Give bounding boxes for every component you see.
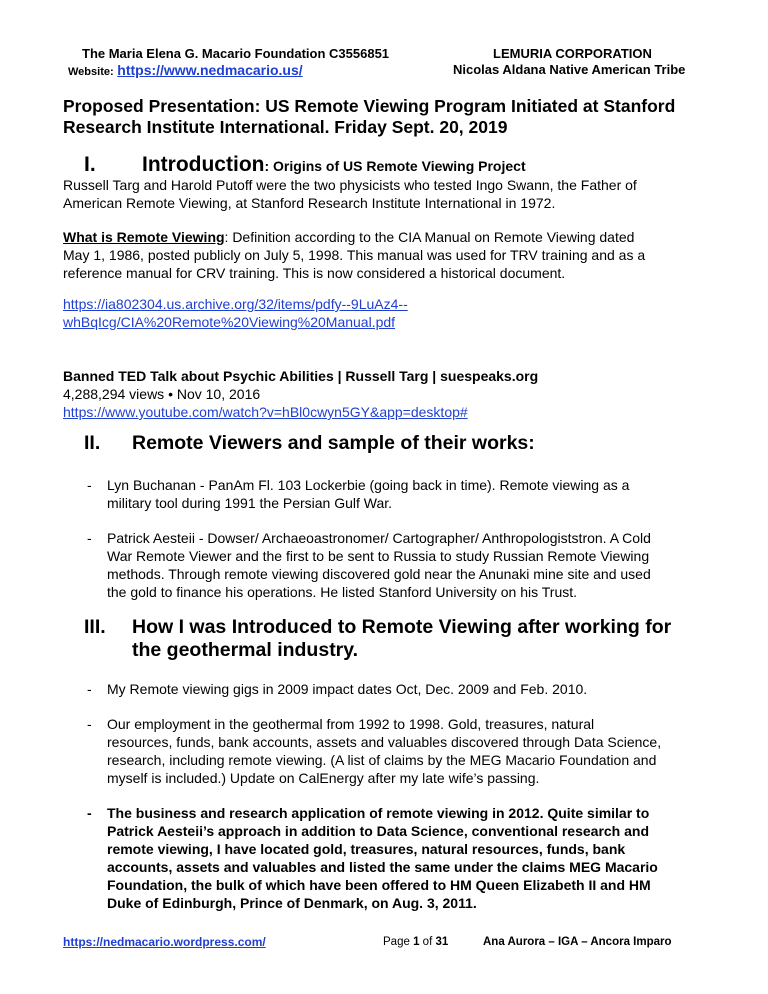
section-3-line-2: the geothermal industry. [132, 639, 359, 661]
what-is-line-3: reference manual for CRV training. This is now considered a historical document. [63, 265, 566, 281]
intro-paragraph [63, 176, 713, 212]
section-3-list [63, 680, 713, 912]
list-item-line: remote viewing, I have located gold, treasures, natural resources, funds, bank [107, 841, 626, 857]
list-item [63, 680, 713, 698]
what-is-label: What is Remote Viewing [63, 229, 225, 245]
website-label: Website: [68, 66, 114, 78]
title-line-1: Proposed Presentation: US Remote Viewing Program Initiated at Stanford [63, 96, 676, 116]
footer-right: Ana Aurora – IGA – Ancora Imparo [483, 936, 672, 948]
list-item-line: Patrick Aesteii - Dowser/ Archaeoastronomer/ Cartographer/ Anthropologiststron. A Cold [107, 530, 651, 546]
bullet-dash: - [87, 805, 92, 821]
cia-manual-link[interactable] [63, 295, 713, 331]
list-item-line: War Remote Viewer and the first to be sent to Russia to study Russian Remote Viewing [107, 548, 650, 564]
list-item-line: methods. Through remote viewing discovered gold near the Anunaki mine site and used [107, 566, 651, 582]
bullet-dash: - [87, 477, 92, 493]
list-item [63, 804, 713, 912]
section-1-number: I. [84, 153, 96, 176]
list-item [63, 529, 713, 601]
list-item-line: Duke of Edinburgh, Prince of Denmark, on Aug. 3, 2011. [107, 895, 477, 911]
footer [63, 934, 723, 950]
list-item-line: Foundation, the bulk of which have been offered to HM Queen Elizabeth II and HM [107, 877, 651, 893]
page-title [63, 96, 743, 138]
what-is-text: : Definition according to the CIA Manual on Remote Viewing dated [224, 229, 635, 245]
list-item-line: Lyn Buchanan - PanAm Fl. 103 Lockerbie (going back in time). Remote viewing as a [107, 477, 630, 493]
section-2-title: Remote Viewers and sample of their works: [132, 432, 535, 454]
intro-line-2: American Remote Viewing, at Stanford Research Institute International in 1972. [63, 195, 556, 211]
page-number [383, 934, 448, 950]
list-item-line: military tool during 1991 the Persian Gulf War. [107, 495, 393, 511]
page-of: of [422, 936, 433, 948]
section-3-line-1 [84, 616, 724, 639]
list-item [63, 476, 713, 512]
page-current: 1 [413, 936, 420, 948]
section-2-list [63, 476, 713, 601]
section-2-number: II. [84, 432, 101, 454]
bullet-dash: - [87, 681, 92, 697]
page-total: 31 [435, 936, 449, 948]
header-tribe: Nicolas Aldana Native American Tribe [453, 62, 686, 77]
footer-link[interactable]: https://nedmacario.wordpress.com/ [63, 935, 266, 949]
list-item-line: myself is included.) Update on CalEnergy after my late wife’s passing. [107, 770, 540, 786]
what-is-line-2: May 1, 1986, posted publicly on July 5, 1998. This manual was used for TRV training and as a [63, 247, 646, 263]
header-corp: LEMURIA CORPORATION [493, 46, 652, 61]
section-2-heading [84, 431, 535, 455]
section-3-number: III. [84, 616, 106, 638]
section-1-subtitle: : Origins of US Remote Viewing Project [264, 158, 526, 174]
header-foundation: The Maria Elena G. Macario Foundation C3556851 [82, 46, 390, 61]
cia-link-line-1[interactable]: https://ia802304.us.archive.org/32/items/pdfy--9LuAz4-- [63, 296, 408, 312]
list-item-line: Our employment in the geothermal from 1992 to 1998. Gold, treasures, natural [107, 716, 595, 732]
cia-link-line-2[interactable]: whBqIcg/CIA%20Remote%20Viewing%20Manual.pdf [63, 314, 396, 330]
page-prefix: Page [383, 936, 410, 948]
list-item-line: the gold to finance his operations. He listed Stanford University on his Trust. [107, 584, 578, 600]
list-item-line: resources, funds, bank accounts, assets and valuables discovered through Data Science, [107, 734, 662, 750]
section-3-title: How I was Introduced to Remote Viewing after working for [132, 616, 672, 638]
list-item-line: accounts, assets and valuables and listed the same under the claims MEG Macario [107, 859, 658, 875]
section-3-heading [84, 616, 724, 662]
section-1-heading [84, 153, 526, 178]
website-link[interactable]: https://www.nedmacario.us/ [117, 62, 303, 78]
list-item-line: Patrick Aesteii’s approach in addition to Data Science, conventional research and [107, 823, 650, 839]
ted-meta: 4,288,294 views • Nov 10, 2016 [63, 386, 261, 402]
ted-block [63, 367, 713, 421]
bullet-dash: - [87, 530, 92, 546]
what-is-line-1 [63, 228, 713, 246]
header-website [68, 61, 303, 81]
bullet-dash: - [87, 716, 92, 732]
ted-title: Banned TED Talk about Psychic Abilities | Russell Targ | suespeaks.org [63, 368, 539, 384]
ted-link[interactable]: https://www.youtube.com/watch?v=hBl0cwyn5GY&app=desktop# [63, 404, 468, 420]
intro-line-1: Russell Targ and Harold Putoff were the two physicists who tested Ingo Swann, the Father of [63, 177, 637, 193]
list-item [63, 715, 713, 787]
title-line-2: Research Institute International. Friday Sept. 20, 2019 [63, 117, 508, 137]
list-item-line: The business and research application of remote viewing in 2012. Quite similar to [107, 805, 650, 821]
what-is-paragraph [63, 228, 713, 282]
list-item-line: research, including remote viewing. (A list of claims by the MEG Macario Foundation and [107, 752, 657, 768]
list-item-line: My Remote viewing gigs in 2009 impact dates Oct, Dec. 2009 and Feb. 2010. [107, 681, 588, 697]
section-1-title: Introduction [142, 153, 265, 176]
